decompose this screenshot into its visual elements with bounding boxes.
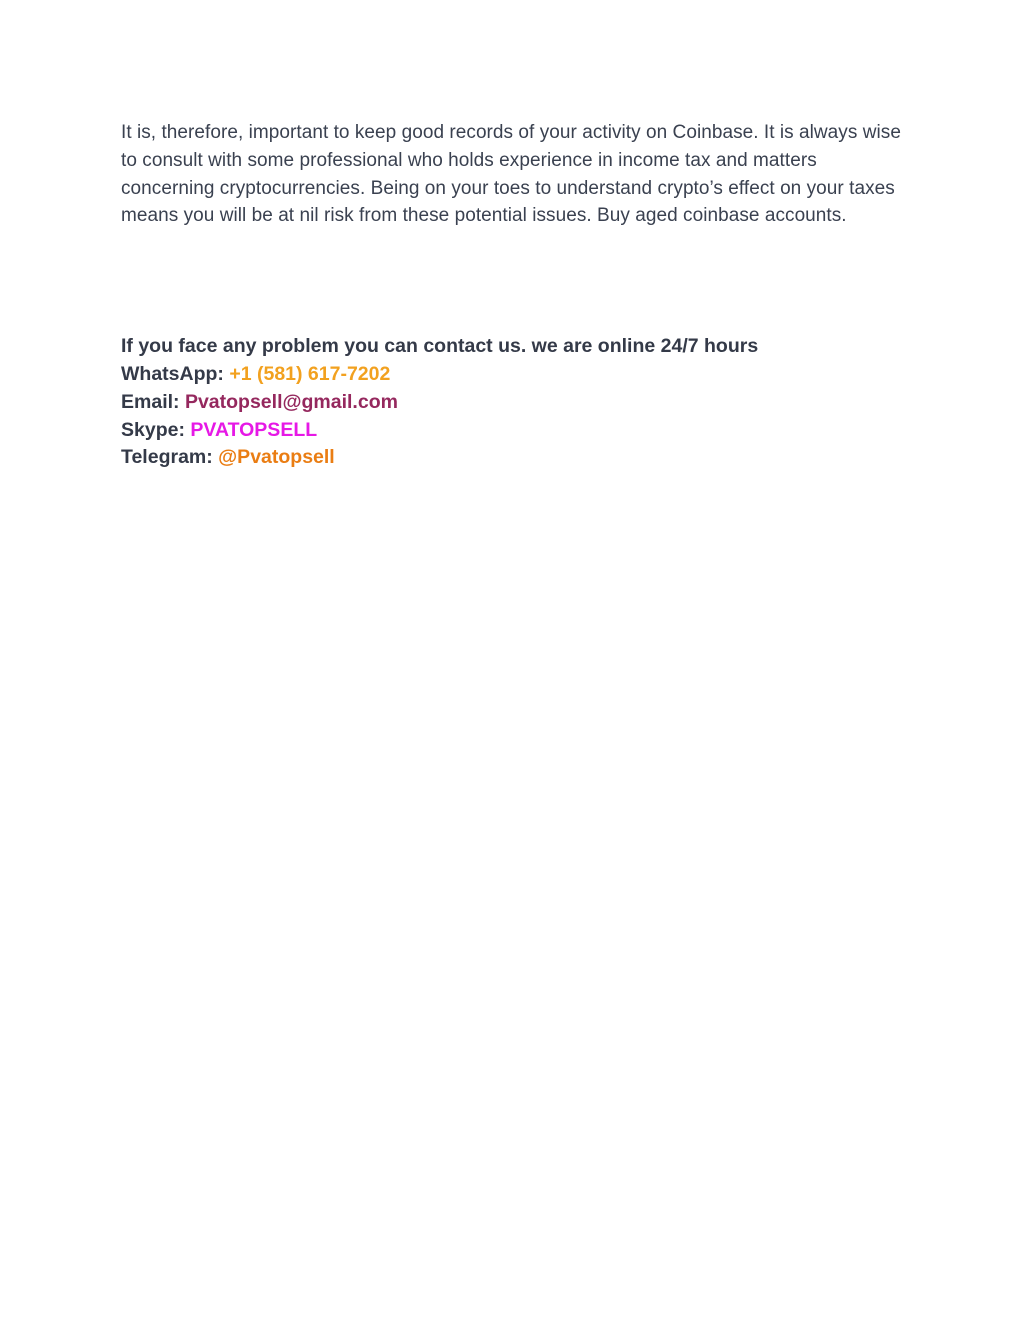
- contact-heading: If you face any problem you can contact us. we are online 24/7 hours: [121, 335, 759, 358]
- document-content: [121, 119, 906, 472]
- skype-label: Skype:: [121, 418, 185, 441]
- telegram-line: [121, 444, 906, 472]
- telegram-handle[interactable]: @Pvatopsell: [218, 446, 335, 469]
- whatsapp-label: WhatsApp:: [121, 362, 224, 385]
- body-paragraph: It is, therefore, important to keep good records of your activity on Coinbase. It is always wise to consult with some professional who holds experience in income tax and matters concerning cryptocurrencies. Being on your toes to understand crypto’s effect on your taxes means you will be at nil risk from these potential issues. Buy aged coinbase accounts.: [121, 122, 901, 227]
- skype-handle[interactable]: PVATOPSELL: [190, 418, 318, 441]
- contact-block: [121, 333, 906, 472]
- skype-line: [121, 417, 906, 445]
- telegram-label: Telegram:: [121, 446, 213, 469]
- whatsapp-line: [121, 361, 906, 389]
- email-address[interactable]: Pvatopsell@gmail.com: [184, 390, 398, 413]
- whatsapp-number[interactable]: +1 (581) 617-7202: [229, 362, 391, 385]
- email-label: Email:: [121, 390, 180, 413]
- email-line: [121, 389, 906, 417]
